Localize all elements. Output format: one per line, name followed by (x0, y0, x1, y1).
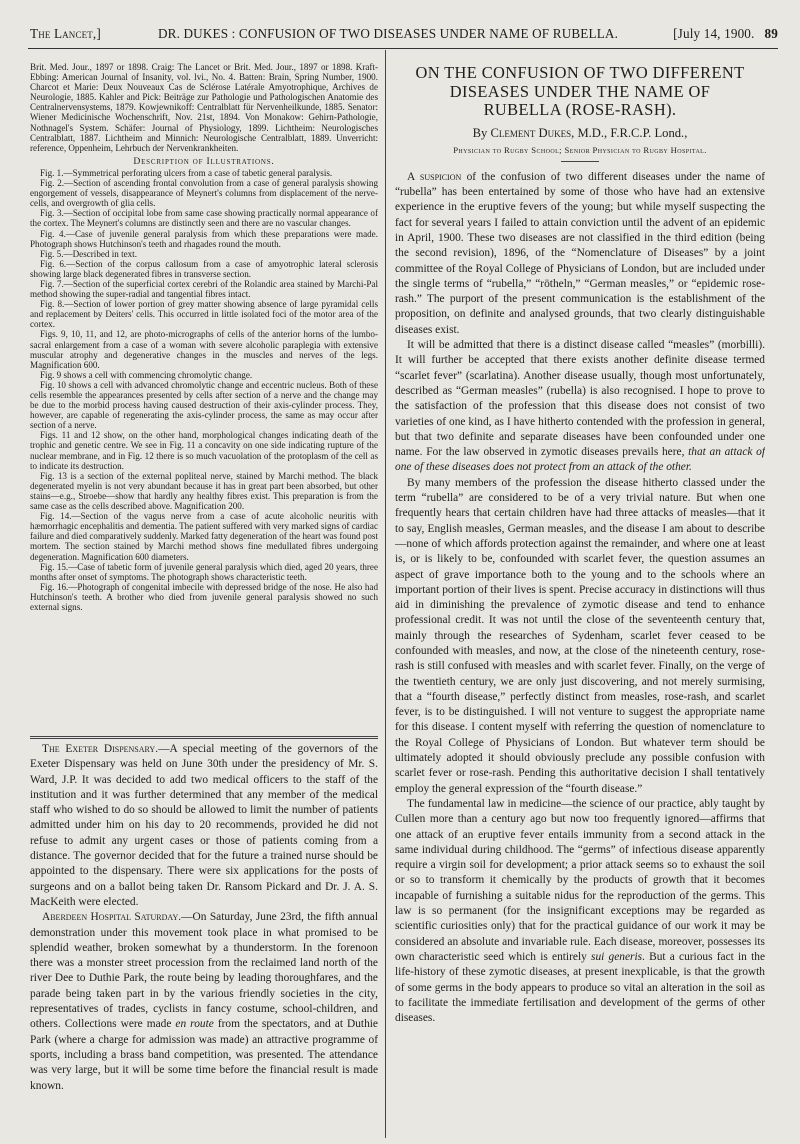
left-column-news (30, 742, 378, 1138)
left-column-notes (30, 62, 378, 730)
illustrations-list (30, 168, 378, 612)
figure-caption: Fig. 4.—Case of juvenile general paralysis from which these preparations were made. Photograph shows Hutchinson's teeth and rhagades round the mouth. (30, 228, 378, 249)
running-title: DR. DUKES : CONFUSION OF TWO DISEASES UNDER NAME OF RUBELLA. (157, 26, 619, 41)
news-note-aberdeen (30, 910, 378, 1094)
header-rule (28, 48, 778, 49)
paragraph-text: of the confusion of two different diseases under the name of “rubella” has been entertained by some of those who have had an extensive experience in the eruptive fevers of the young; but while myself suspecting the fact for several years I failed to attain conviction until the advent of an epidemic in April, 1900. These two diseases are not classified in the third edition (being the second revision), 1896, of the “Nomenclature of Diseases” by a joint committee of the Royal College of Physicians of London, but are included under the single terms of “rubella,” “rötheln,” “German measles,” or “epidemic rose-rash.” The purport of the present communication is the establishment of the proposition, on definite and analysed grounds, that two clearly distinguishable diseases exist. (395, 170, 765, 336)
figure-caption: Fig. 3.—Section of occipital lobe from same case showing practically normal appearance of the cortex. The Meynert's columns are distinctly seen and there are no vascular changes. (30, 208, 378, 229)
figure-caption: Fig. 9 shows a cell with commencing chromolytic change. (40, 369, 253, 380)
paragraph (395, 170, 765, 338)
note-heading: Aberdeen Hospital Saturday. (42, 911, 182, 924)
paragraph-italic: sui generis (591, 950, 643, 963)
paragraph: By many members of the profession the disease hitherto classed under the term “rubella” are considered to be of a very trivial nature. But when one frequently hears that certain children have had three attacks of measles—that it to say, English measles, German measles, and the disease I am about to describe—none of which affords protection against the remainder, and where one at least is, or is likely to be, confounded with scarlet fever, the question assumes an aspect of grave importance both to the young and to the schools where an important portion of their lives is spent. Precise accuracy in distinctions will thus aid in diminishing the prevalence of zymotic disease and tend to enhance professional credit. It was not until the close of the seventeenth century that, mainly through the researches of Sydenham, scarlet fever ceased to be confounded with measles, and now, at the close of the nineteenth century, rose-rash is still confused with measles and with scarlet fever. Finally, on the verge of the twentieth century, we are only just discovering, and not merely surmising, that a “fourth disease,” perfectly distinct from measles, rose-rash, and scarlet fever, is to be distinguished. I will not venture to suggest the appropriate name for this disease. I content myself with referring the question of nomenclature to the Royal College of Physicians of London. But whatever term should be ultimately adopted it should obviously preclude any possible confusion with scarlet fever or rose-rash. Pending this authoritative decision I shall tentatively employ the general expression of the “fourth disease.” (395, 476, 765, 795)
title-line: DISEASES UNDER THE NAME OF (449, 81, 711, 101)
paragraph (395, 338, 765, 476)
column-divider (385, 50, 386, 1138)
note-text: from the spectators, and at Duthie Park (where a charge for admission was made) an attractive programme of sports, including a brass band competition, was presented. The attendance was very large, but it will be some time before the financial result is made known. (30, 1018, 378, 1092)
lead-words: A suspicion (407, 170, 462, 183)
note-heading: The Exeter Dispensary. (42, 743, 159, 755)
references-tail: Brit. Med. Jour., 1897 or 1898. Craig: The Lancet or Brit. Med. Jour., 1897 or 1898. Kraft-Ebbing: American Journal of Insanity, vol. lvi., No. 4. Batten: Brain, Spring Number, 1900. Charcot et Marie: Deux Nouveaux Cas de Sclérose Latérale Amyotrophique, Archives de Neurologie, 1885. Kahler and Pick: Beiträge zur Pathologie und Pathologischen Anatomie des Centralnervensystems, 1879. Kowjewnikoff: Centralblatt für Nervenheilkunde, 1885. Senator: Wiener Medicinische Wochenschrift, Nov. 21st, 1894. Von Monakow: Gehirn-Pathologie, Nothnagel's System. Schäfer: Journal of Physiology, 1899. Lichtheim: Neurologisches Centralblatt, 1887. Lichtheim and Minnich: Neurologische Centralblatt, 1889. Unverricht: reference, Oppenheim, Lehrbuch der Nervenkrankheiten. (30, 62, 378, 153)
title-line: RUBELLA (ROSE-RASH). (483, 100, 677, 120)
figure-caption: Fig. 5.—Described in text. (40, 248, 137, 259)
figure-caption: Fig. 6.—Section of the corpus callosum from a case of amyotrophic lateral sclerosis showing large black degenerated fibres in transverse section. (30, 258, 378, 279)
byline-prefix: By (472, 125, 491, 140)
article (395, 64, 765, 1138)
title-rule (561, 161, 599, 162)
issue-date: [July 14, 1900. (673, 26, 755, 41)
figure-caption: Fig. 15.—Case of tabetic form of juvenile general paralysis which died, aged 20 years, three months after onset of symptoms. The photograph shows characteristic teeth. (30, 561, 378, 582)
news-note-exeter (30, 742, 378, 910)
figure-caption: Fig. 2.—Section of ascending frontal convolution from a case of general paralysis showing engorgement of vessels, disappearance of Meynert's columns from displacement of the nerve-cells, and overgrowth of glia cells. (30, 178, 378, 209)
illustrations-heading: Description of Illustrations. (133, 155, 275, 167)
figure-caption: Fig. 7.—Section of the superficial cortex cerebri of the Rolandic area stained by Marchi-Pal method showing the super-radial and tangential fibres intact. (30, 278, 378, 300)
figure-caption: Fig. 16.—Photograph of congenital imbecile with depressed bridge of the nose. He also had Hutchinson's teeth. A brother who died from juvenile general paralysis showed no such external signs. (30, 581, 378, 612)
figure-caption: Fig. 10 shows a cell with advanced chromolytic change and eccentric nucleus. Both of these cells resemble the appearances presented by cells after section of a nerve and the change may be due to the morbid process having caused destruction of their axis-cylinder process. They, however, are capable of regenerating the axis-cylinder process, the same as may occur after section of a nerve. (30, 379, 378, 431)
figure-caption: Fig. 13 is a section of the external popliteal nerve, stained by Marchi method. The black degenerated myelin is not very abundant because it has in great part been absorbed, but other stains—e.g., Stroebe—show that hardly any healthy fibres exist. This preparation is from the same case as the cells described above. Magnification 200. (30, 470, 378, 512)
page-number: 89 (764, 26, 778, 41)
article-body (395, 170, 765, 1027)
figure-caption: Fig. 8.—Section of lower portion of grey matter showing absence of large pyramidal cells and replacement by Deiters' cells. This occurred in little isolated foci of the motor area of the cortex. (30, 299, 378, 330)
figure-caption: Figs. 9, 10, 11, and 12, are photo-micrographs of cells of the anterior horns of the lumbo-sacral enlargement from a case of a woman with severe alcoholic paraplegia with extensive muscular atrophy and degenerative changes in the muscles and nerves of the legs. Magnification 600. (30, 329, 378, 370)
figure-caption: Figs. 11 and 12 show, on the other hand, morphological changes indicating death of the trophic and genetic centre. We see in Fig. 11 a concavity on one side indicating rupture of the nuclear membrane, and in Fig. 12 there is so much vacuolation of the protoplasm of the cell as to indicate its destruction. (30, 430, 378, 471)
section-separator (30, 736, 378, 739)
paragraph (395, 797, 765, 1026)
paragraph-text: . But a curious fact in the life-history of these zymotic diseases, at present inexplicable, is that the growth of some germs in the body appears to produce so vital an alteration in the soil as to facilitate the immediate fertilisation and development of the germs of other diseases. (395, 950, 765, 1025)
figure-caption: Fig. 14.—Section of the vagus nerve from a case of acute alcoholic neuritis with hæmorrhagic encephalitis and dementia. The patient suffered with very marked signs of cardiac failure and died comparatively suddenly. Marked fatty degeneration of the heart was found post mortem. The section stained by Marchi method shows fine medullated fibres undergoing degeneration. Magnification 600 diameters. (30, 511, 378, 562)
author-degrees: , M.D., F.R.C.P. Lond., (571, 125, 688, 140)
note-text: —On Saturday, June 23rd, the fifth annual demonstration under this movement took place in what promised to be splendid weather, broken somewhat by a thunderstorm. In the forenoon there was a monster street procession from the reclaimed land north of the river Dee to Duthie Park, the route being by leading thoroughfares, and the parade being taken part in by the various friendly societies in the city, representatives of trades, cyclists in fancy costume, school-children, and others. Collections were made (30, 911, 378, 1031)
author-affiliation: Physician to Rugby School; Senior Physician to Rugby Hospital. (453, 144, 707, 155)
note-text: —A special meeting of the governors of the Exeter Dispensary was held on June 30th under the presidency of Mr. S. Ward, J.P. It was decided to add two medical officers to the staff of the institution and it was further determined that any member of the medical staff who wished to do so should be allowed to limit the number of patients admitted under him on his day to 20 recommends, provided he did not refuse to admit any urgent cases or those of patients coming from a distance. The governor decided that for the future a trained nurse should be appointed to the dispensary. There were six applications for the posts of surgeons and on a ballot being taken Dr. Ransom Pickard and Dr. J. A. S. MacKeith were elected. (30, 743, 378, 908)
journal-name: The Lancet,] (30, 26, 101, 41)
paragraph-italic: that an attack of one of these diseases does not protect from an attack of the other. (395, 446, 765, 474)
author-name: Clement Dukes (490, 125, 572, 140)
figure-caption: Fig. 1.—Symmetrical perforating ulcers from a case of tabetic general paralysis. (40, 167, 333, 178)
title-line: ON THE CONFUSION OF TWO DIFFERENT (415, 64, 745, 82)
paragraph-text: It will be admitted that there is a distinct disease called “measles” (morbilli). It will further be accepted that there exists another definite disease termed “scarlet fever” (scarlatina). Another disease usually, though most unfortunately, described as “German measles” (rubella) is also recognised. I hope to prove to the satisfaction of the profession that this disease does not consist of two varieties of one kind, as I have hitherto contended with the profession in general, but that two definite and separate diseases have been confounded under one name. For the law observed in zymotic diseases prevails here, (395, 339, 765, 459)
running-head (30, 26, 778, 46)
article-title (395, 64, 765, 120)
note-italic: en route (175, 1018, 214, 1031)
paragraph-text: The fundamental law in medicine—the science of our practice, ably taught by Cullen more than a century ago but now too frequently ignored—affirms that one attack of an eruptive fever entails immunity from a second attack in the same individual during childhood. The “germs” of infectious disease apparently require a virgin soil for development; a prior attack seems so to exhaust the soil or so to transform it chemically by the products of growth that it becomes incapable of furnishing a suitable nidus for the reproduction of the germs. This law is so permanent (for the insignificant exceptions may be regarded as scientific curiosities only) that for the practical guidance of our work it may be considered an absolute and invariable rule. Each disease, moreover, possesses its own characteristic seed which is entirely (395, 797, 765, 963)
byline (395, 126, 765, 141)
